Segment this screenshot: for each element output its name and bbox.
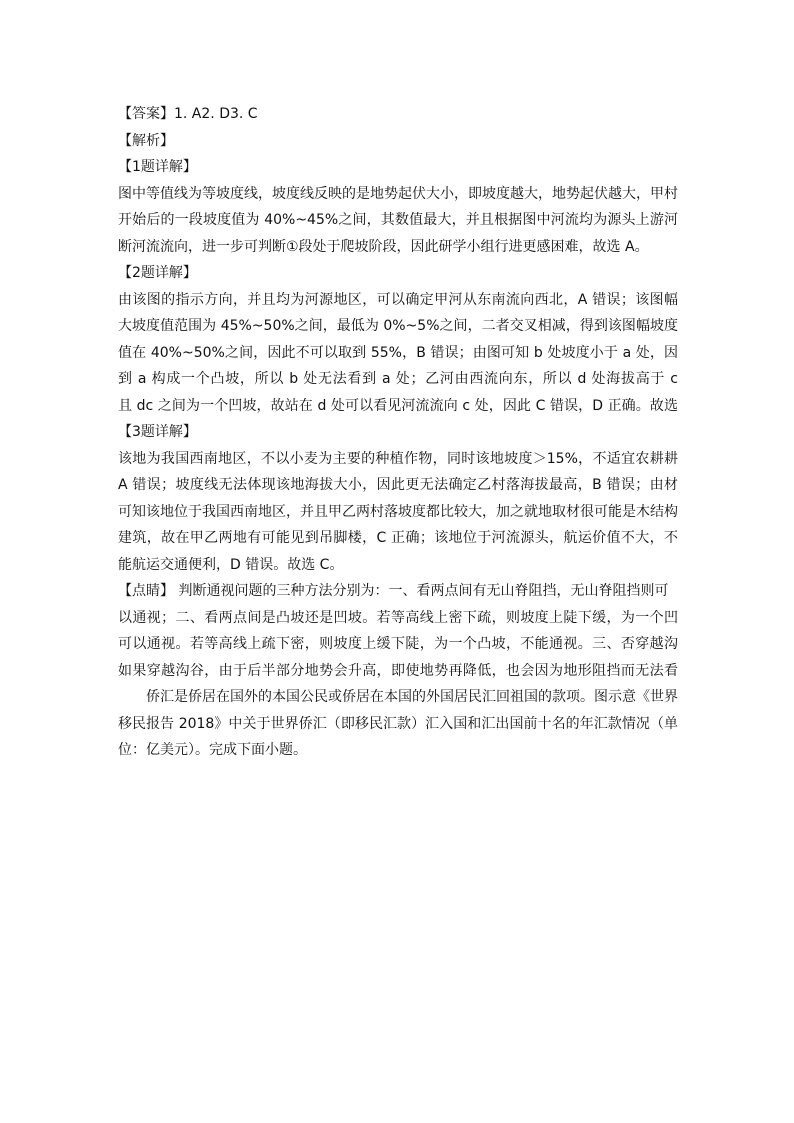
tip-first-line bbox=[118, 580, 678, 602]
q2-heading: 【2题详解】 bbox=[118, 265, 197, 281]
analysis-heading: 【解析】 bbox=[118, 132, 174, 149]
q3-paragraph-line: 建筑，故在甲乙两地有可能见到吊脚楼，C 正确；该地位于河流源头，航运价值不大，不 bbox=[118, 530, 678, 546]
material-paragraph-line: 位：亿美元）。完成下面小题。 bbox=[118, 742, 307, 758]
q1-paragraph-line: 图中等值线为等坡度线，坡度线反映的是地势起伏大小，即坡度越大，地势起伏越大，甲村 bbox=[118, 185, 678, 202]
q2-paragraph-line: 到 a 构成一个凸坡，所以 b 处无法看到 a 处；乙河由西流向东，所以 d 处海拔高于 c bbox=[118, 371, 678, 387]
q2-paragraph-line: 值在 40%~50%之间，因此不可以取到 55%，B 错误；由图可知 b 处坡度小于 a 处，因 bbox=[118, 344, 678, 361]
q3-paragraph-line: A 错误；坡度线无法体现该地海拔大小，因此更无法确定乙村落海拔最高，B 错误；由材 bbox=[118, 477, 678, 493]
answer-text: 1. A2. D3. C bbox=[174, 106, 258, 122]
document-page bbox=[118, 103, 678, 766]
q2-paragraph-line: 大坡度值范围为 45%~50%之间，最低为 0%~5%之间，二者交叉相减，得到该图幅坡度 bbox=[118, 318, 678, 334]
q1-paragraph-line: 开始后的一段坡度值为 40%~45%之间，其数值最大，并且根据图中河流均为源头上游河 bbox=[118, 212, 678, 228]
q1-paragraph-line: 断河流流向，进一步可判断①段处于爬坡阶段，因此研学小组行进更感困难，故选 A。 bbox=[118, 238, 649, 255]
answer-label: 【答案】 bbox=[118, 106, 174, 122]
tip-label: 【点睛】 bbox=[118, 583, 174, 599]
q3-paragraph-line: 可知该地位于我国西南地区，并且甲乙两村落坡度都比较大，加之就地取材很可能是木结构 bbox=[118, 503, 678, 520]
tip-text: 判断通视问题的三种方法分别为：一、看两点间有无山脊阻挡，无山脊阻挡则可 bbox=[178, 583, 669, 599]
material-paragraph-line: 侨汇是侨居在国外的本国公民或侨居在本国的外国居民汇回祖国的款项。图示意《世界 bbox=[146, 689, 678, 705]
q2-paragraph-line: 由该图的指示方向，并且均为河源地区，可以确定甲河从东南流向西北，A 错误；该图幅 bbox=[118, 291, 678, 308]
answer-line bbox=[118, 103, 678, 125]
q3-paragraph-line: 能航运交通便利，D 错误。故选 C。 bbox=[118, 556, 344, 573]
tip-paragraph-line: 如果穿越沟谷，由于后半部分地势会升高，即使地势再降低，也会因为地形阻挡而无法看 bbox=[118, 662, 678, 679]
tip-paragraph-line: 可以通视。若等高线上疏下密，则坡度上缓下陡，为一个凸坡，不能通视。三、否穿越沟 bbox=[118, 636, 678, 652]
q1-heading: 【1题详解】 bbox=[118, 159, 197, 175]
tip-paragraph-line: 以通视；二、看两点间是凸坡还是凹坡。若等高线上密下疏，则坡度上陡下缓，为一个凹 bbox=[118, 609, 678, 626]
material-paragraph-line: 移民报告 2018》中关于世界侨汇（即移民汇款）汇入国和汇出国前十名的年汇款情况（单 bbox=[118, 715, 678, 732]
q3-paragraph-line: 该地为我国西南地区，不以小麦为主要的种植作物，同时该地坡度＞15%，不适宜农耕耕 bbox=[118, 450, 678, 467]
q3-heading: 【3题详解】 bbox=[118, 424, 197, 440]
q2-paragraph-line: 且 dc 之间为一个凹坡，故站在 d 处可以看见河流流向 c 处，因此 C 错误，D 正确。故选 bbox=[118, 397, 678, 414]
